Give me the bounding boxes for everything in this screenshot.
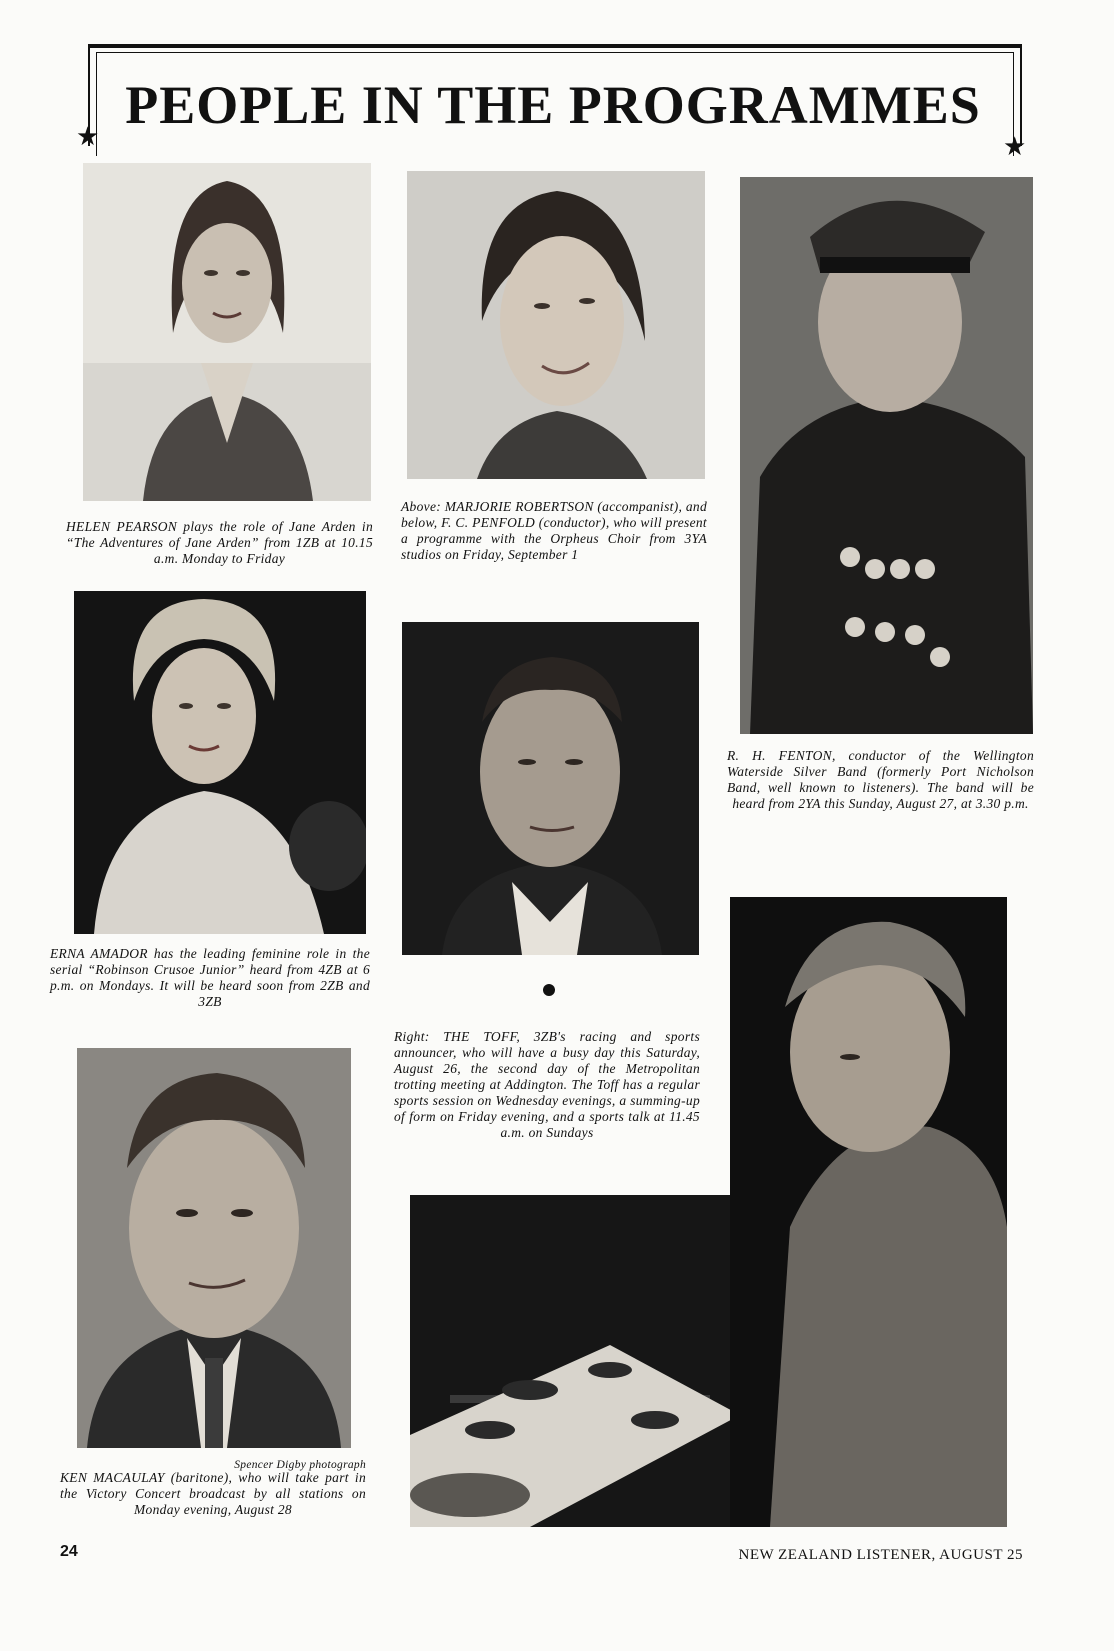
- photo-helen-pearson: [83, 163, 371, 501]
- caption-marjorie-robertson: Above: MARJORIE ROBERTSON (accompanist), and below, F. C. PENFOLD (conductor), who will present a programme with the Orpheus Choir from 3YA studios on Friday, September 1: [401, 499, 707, 562]
- photo-ken-macaulay: [77, 1048, 351, 1448]
- star-icon-left: ★: [76, 122, 100, 151]
- caption-erna-amador: ERNA AMADOR has the leading feminine role in the serial “Robinson Crusoe Junior” heard from 4ZB at 6 p.m. on Mondays. It will be heard soon from 2ZB and 3ZB: [50, 946, 370, 1009]
- bullet-dot: [543, 984, 555, 996]
- photo-fc-penfold: [402, 622, 699, 955]
- page-title: PEOPLE IN THE PROGRAMMES: [125, 75, 981, 135]
- star-icon-right: ★: [1003, 132, 1027, 161]
- caption-ken-macaulay: KEN MACAULAY (baritone), who will take part in the Victory Concert broadcast by all stations on Monday evening, August 28: [60, 1470, 366, 1517]
- photo-erna-amador: [74, 591, 366, 934]
- photo-rh-fenton: [740, 177, 1033, 734]
- photo-credit: Spencer Digby photograph: [234, 1459, 366, 1471]
- caption-rh-fenton: R. H. FENTON, conductor of the Wellington Waterside Silver Band (formerly Port Nicholson Band, well known to listeners). The band will be heard from 2YA this Sunday, August 27, at 3.30 p.m.: [727, 748, 1034, 811]
- photo-marjorie-robertson: [407, 171, 705, 479]
- photo-the-toff-lower: [410, 1195, 730, 1527]
- caption-the-toff: Right: THE TOFF, 3ZB's racing and sports announcer, who will have a busy day this Saturday, August 26, the second day of the Metropolitan trotting meeting at Addington. The Toff has a regular sports session on Wednesday evenings, a summing-up of form on Friday evening, and a sports talk at 11.45 a.m. on Sundays: [394, 1029, 700, 1140]
- page-number: 24: [60, 1543, 78, 1560]
- publication-footer: NEW ZEALAND LISTENER, AUGUST 25: [738, 1547, 1023, 1563]
- photo-the-toff-upper: [730, 897, 1007, 1527]
- caption-helen-pearson: HELEN PEARSON plays the role of Jane Arden in “The Adventures of Jane Arden” from 1ZB at 10.15 a.m. Monday to Friday: [66, 519, 373, 566]
